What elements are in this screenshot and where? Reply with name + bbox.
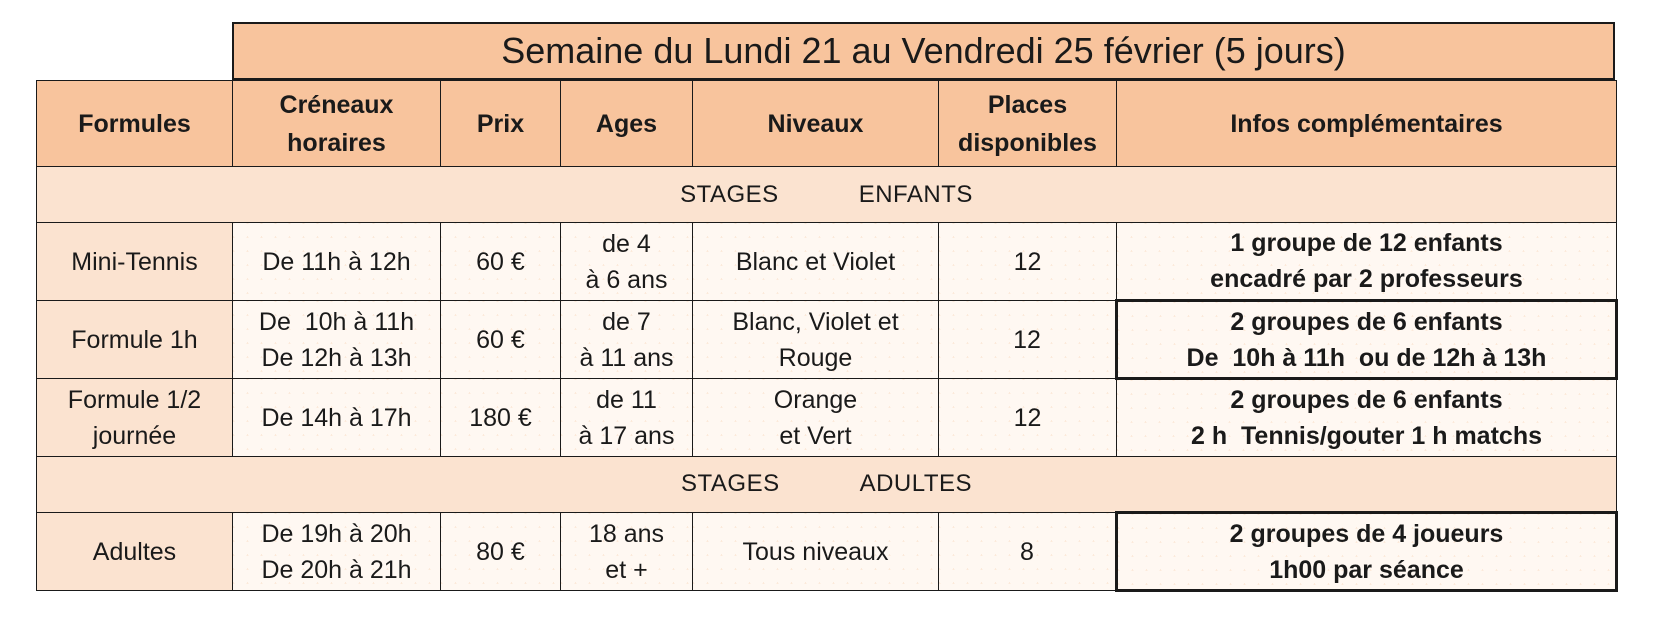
cell-ages: [561, 513, 693, 591]
cell-infos: [1117, 379, 1617, 457]
cell-prix: 180 €: [441, 379, 561, 457]
header-niveaux: Niveaux: [693, 81, 939, 167]
cell-line: 1h00 par séance: [1269, 555, 1464, 584]
cell-line: encadré par 2 professeurs: [1210, 265, 1523, 293]
cell-ages: [561, 379, 693, 457]
cell-niveaux: [693, 301, 939, 379]
cell-formule: [37, 301, 233, 379]
cell-line: De 20h à 21h: [261, 555, 412, 584]
cell-line: 2 h Tennis/gouter 1 h matchs: [1191, 422, 1542, 450]
header-creneaux-line: Créneaux: [279, 90, 394, 119]
cell-infos: [1117, 301, 1617, 379]
cell-line: Blanc et Violet: [735, 247, 896, 276]
section-row-enfants: [37, 167, 1617, 223]
cell-line: De 10h à 11h ou de 12h à 13h: [1186, 343, 1547, 372]
cell-prix: 60 €: [441, 301, 561, 379]
cell-line: Tous niveaux: [742, 537, 889, 566]
cell-line: Formule 1h: [71, 325, 198, 354]
schedule-table: [36, 80, 1618, 592]
cell-line: et Vert: [779, 421, 852, 450]
cell-line: De 14h à 17h: [261, 403, 412, 432]
section-row-adultes: [37, 457, 1617, 513]
cell-line: De 10h à 11h: [258, 307, 415, 336]
section-word: ADULTES: [859, 470, 972, 497]
table-row: [37, 301, 1617, 379]
cell-line: Orange: [773, 385, 858, 414]
cell-line: Rouge: [778, 343, 853, 372]
cell-niveaux: [693, 379, 939, 457]
table-row: [37, 513, 1617, 591]
cell-line: De 12h à 13h: [261, 343, 412, 372]
cell-niveaux: [693, 223, 939, 301]
cell-line: à 6 ans: [585, 265, 668, 294]
cell-infos: [1117, 513, 1617, 591]
cell-creneaux: [233, 379, 441, 457]
cell-line: Blanc, Violet et: [732, 307, 899, 336]
cell-places: 12: [939, 223, 1117, 301]
header-infos: Infos complémentaires: [1117, 81, 1617, 167]
table-row: [37, 223, 1617, 301]
cell-creneaux: [233, 513, 441, 591]
cell-line: à 17 ans: [578, 421, 675, 450]
cell-formule: [37, 513, 233, 591]
header-ages: Ages: [561, 81, 693, 167]
cell-ages: [561, 301, 693, 379]
section-label-adultes: [37, 457, 1617, 513]
header-prix: Prix: [441, 81, 561, 167]
cell-line: de 11: [596, 385, 657, 414]
cell-infos: [1117, 223, 1617, 301]
cell-line: journée: [92, 421, 177, 450]
section-label-enfants: [37, 167, 1617, 223]
header-places-line: Places: [987, 90, 1068, 119]
cell-formule: [37, 223, 233, 301]
cell-line: 2 groupes de 4 joueurs: [1229, 519, 1504, 548]
cell-places: 12: [939, 301, 1117, 379]
header-formules: Formules: [37, 81, 233, 167]
cell-places: 8: [939, 513, 1117, 591]
cell-line: à 11 ans: [579, 343, 674, 372]
header-row: [37, 81, 1617, 167]
schedule-title: Semaine du Lundi 21 au Vendredi 25 février (5 jours): [232, 22, 1615, 80]
cell-line: de 4: [602, 229, 651, 258]
cell-line: et +: [605, 555, 648, 584]
cell-ages: [561, 223, 693, 301]
table-row: [37, 379, 1617, 457]
header-creneaux: [233, 81, 441, 167]
cell-prix: 60 €: [441, 223, 561, 301]
cell-creneaux: [233, 301, 441, 379]
cell-prix: 80 €: [441, 513, 561, 591]
cell-line: Adultes: [92, 537, 177, 566]
header-places-line: disponibles: [958, 128, 1097, 157]
cell-line: de 7: [602, 307, 651, 336]
cell-creneaux: [233, 223, 441, 301]
header-places: [939, 81, 1117, 167]
cell-line: 18 ans: [588, 519, 665, 548]
header-creneaux-line: horaires: [287, 128, 386, 157]
cell-line: Formule 1/2: [67, 385, 202, 414]
cell-formule: [37, 379, 233, 457]
section-word: STAGES: [680, 180, 779, 208]
section-word: STAGES: [681, 470, 780, 497]
cell-line: De 19h à 20h: [261, 519, 412, 548]
cell-line: De 11h à 12h: [262, 247, 411, 276]
cell-line: 2 groupes de 6 enfants: [1230, 307, 1503, 336]
cell-line: Mini-Tennis: [71, 247, 198, 276]
cell-places: 12: [939, 379, 1117, 457]
cell-niveaux: [693, 513, 939, 591]
section-word: ENFANTS: [858, 180, 973, 208]
cell-line: 2 groupes de 6 enfants: [1230, 386, 1503, 414]
cell-line: 1 groupe de 12 enfants: [1230, 229, 1503, 257]
